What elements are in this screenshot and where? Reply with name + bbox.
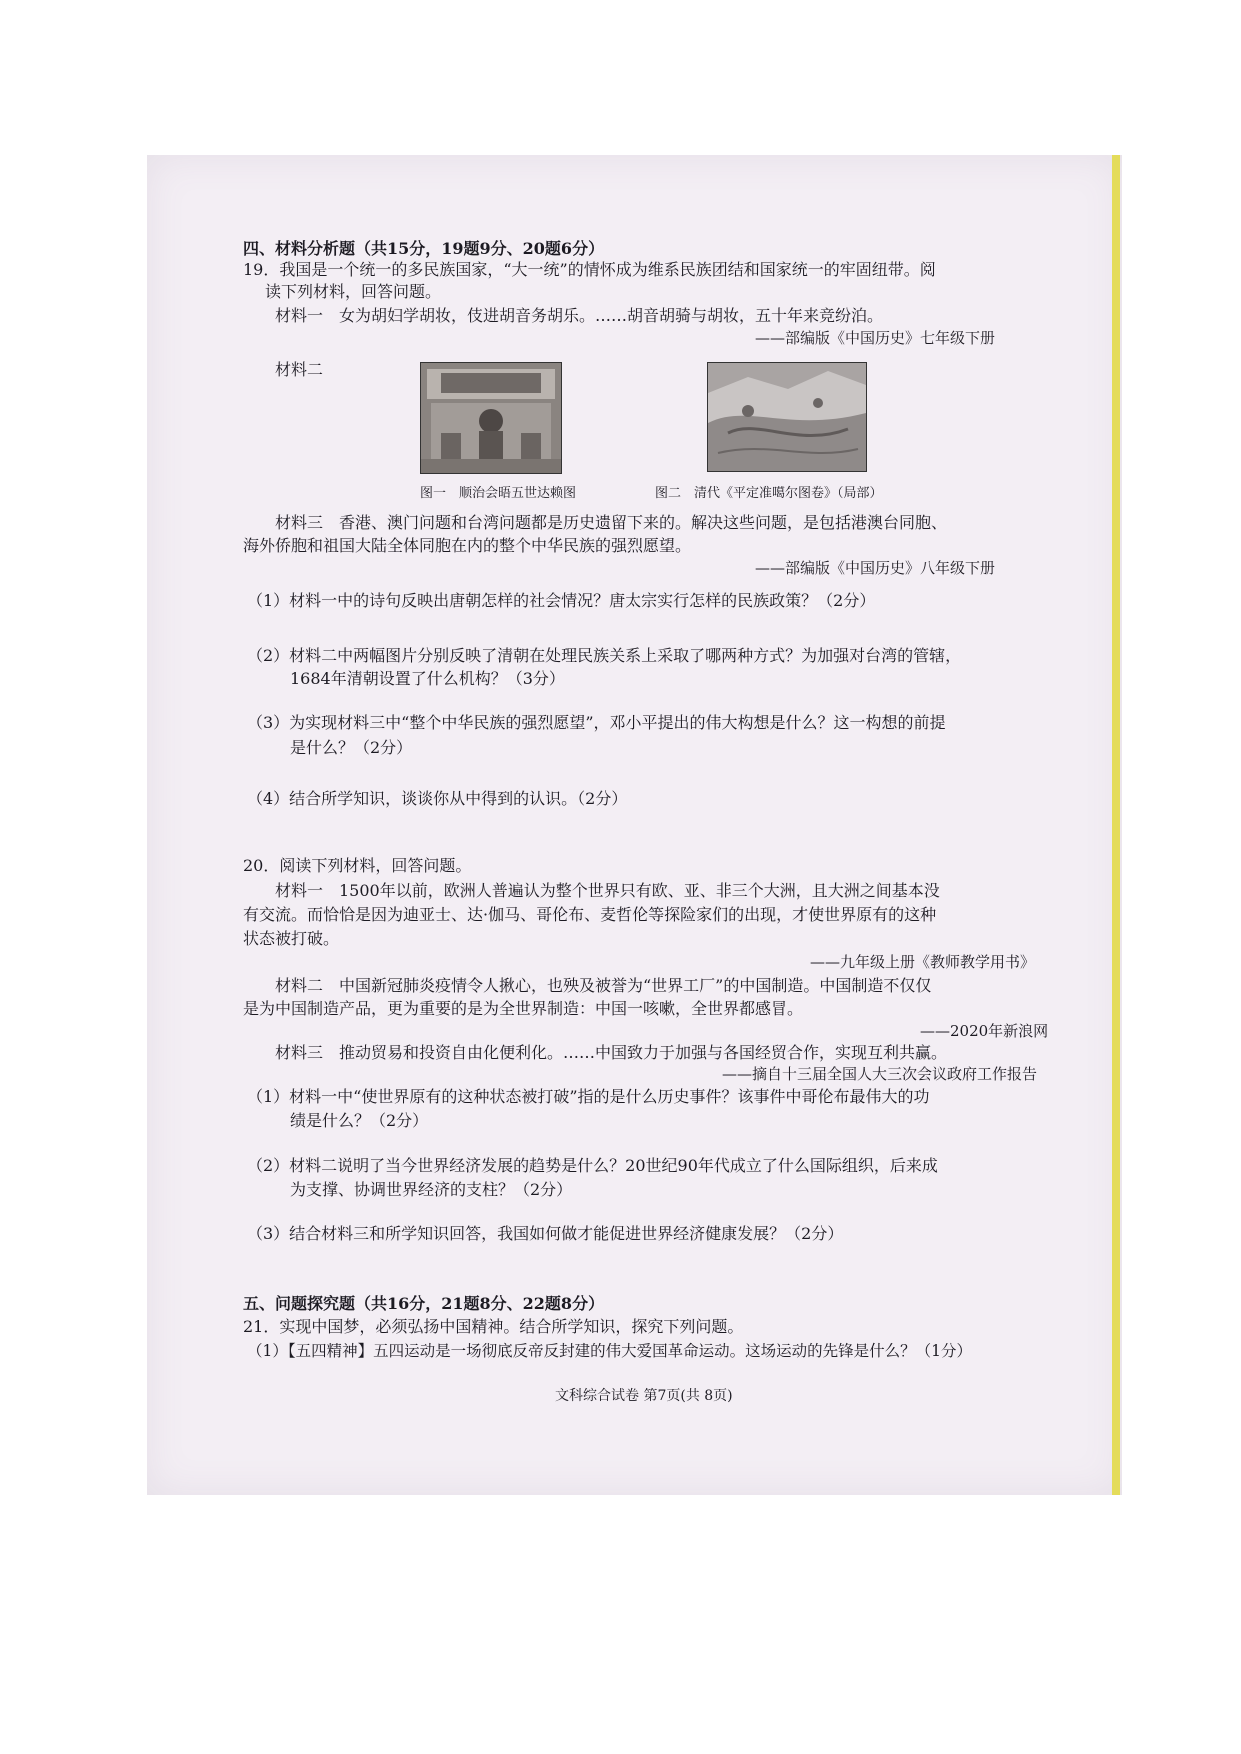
q19-sub2-line2: 1684年清朝设置了什么机构？（3分） — [290, 669, 565, 688]
q20-stem: 20．阅读下列材料，回答问题。 — [243, 856, 472, 875]
q20-material2-line2: 是为中国制造产品，更为重要的是为全世界制造：中国一咳嗽，全世界都感冒。 — [243, 999, 804, 1018]
q19-material2-label: 材料二 — [275, 360, 324, 379]
page-footer: 文科综合试卷 第7页(共 8页) — [555, 1388, 733, 1404]
figure2-image — [707, 362, 867, 472]
q20-material1-line2: 有交流。而恰恰是因为迪亚士、达·伽马、哥伦布、麦哲伦等探险家们的出现，才使世界原有的这种 — [243, 905, 937, 924]
q19-stem-line2: 读下列材料，回答问题。 — [265, 282, 442, 301]
q19-material1-text: 材料一 女为胡妇学胡妆，伎进胡音务胡乐。……胡音胡骑与胡妆，五十年来竞纷泊。 — [275, 306, 884, 325]
q19-material3-line2: 海外侨胞和祖国大陆全体同胞在内的整个中华民族的强烈愿望。 — [243, 536, 692, 555]
section5-heading: 五、问题探究题（共16分，21题8分、22题8分） — [243, 1294, 605, 1313]
q20-material2-line1: 材料二 中国新冠肺炎疫情令人揪心，也殃及被誉为“世界工厂”的中国制造。中国制造不仅仅 — [275, 976, 932, 995]
paper-edge-strip — [1112, 155, 1120, 1495]
q20-material1-line3: 状态被打破。 — [243, 929, 340, 948]
q20-material3-source: ——摘自十三届全国人大三次会议政府工作报告 — [722, 1065, 1038, 1083]
q19-material3-line1: 材料三 香港、澳门问题和台湾问题都是历史遗留下来的。解决这些问题，是包括港澳台同胞、 — [275, 513, 948, 532]
q20-material1-source: ——九年级上册《教师教学用书》 — [810, 953, 1036, 971]
q19-sub4: （4）结合所学知识，谈谈你从中得到的认识。（2分） — [247, 789, 628, 808]
q21-sub1: （1）【五四精神】五四运动是一场彻底反帝反封建的伟大爱国革命运动。这场运动的先锋是什么？（1分） — [247, 1342, 972, 1360]
q20-sub1-line2: 绩是什么？（2分） — [290, 1111, 429, 1130]
figure1-image — [420, 362, 562, 474]
q20-material2-source: ——2020年新浪网 — [920, 1022, 1049, 1040]
q20-sub3: （3）结合材料三和所学知识回答，我国如何做才能促进世界经济健康发展？（2分） — [247, 1224, 844, 1243]
q19-sub3-line1: （3）为实现材料三中“整个中华民族的强烈愿望”，邓小平提出的伟大构想是什么？这一构想的前提 — [247, 713, 946, 732]
q20-material1-line1: 材料一 1500年以前，欧洲人普遍认为整个世界只有欧、亚、非三个大洲，且大洲之间基本没 — [275, 881, 940, 900]
q20-material3-text: 材料三 推动贸易和投资自由化便利化。……中国致力于加强与各国经贸合作，实现互利共赢。 — [275, 1043, 948, 1062]
section4-heading: 四、材料分析题（共15分，19题9分、20题6分） — [243, 239, 605, 258]
q19-stem-line1: 19．我国是一个统一的多民族国家，“大一统”的情怀成为维系民族团结和国家统一的牢固纽带。阅 — [243, 260, 936, 279]
q20-sub2-line1: （2）材料二说明了当今世界经济发展的趋势是什么？20世纪90年代成立了什么国际组织，后来成 — [247, 1156, 938, 1175]
figure1-caption: 图一 顺治会晤五世达赖图 — [420, 486, 577, 501]
q19-material3-source: ——部编版《中国历史》八年级下册 — [755, 559, 996, 577]
q19-sub1: （1）材料一中的诗句反映出唐朝怎样的社会情况？唐太宗实行怎样的民族政策？（2分） — [247, 591, 876, 610]
figure2-caption: 图二 清代《平定准噶尔图卷》（局部） — [655, 486, 883, 501]
q20-sub1-line1: （1）材料一中“使世界原有的这种状态被打破”指的是什么历史事件？该事件中哥伦布最伟大的功 — [247, 1087, 930, 1106]
q20-sub2-line2: 为支撑、协调世界经济的支柱？（2分） — [290, 1180, 573, 1199]
q19-sub3-line2: 是什么？（2分） — [290, 738, 413, 757]
q19-sub2-line1: （2）材料二中两幅图片分别反映了清朝在处理民族关系上采取了哪两种方式？为加强对台湾的管辖， — [247, 646, 962, 665]
q21-stem: 21．实现中国梦，必须弘扬中国精神。结合所学知识，探究下列问题。 — [243, 1317, 744, 1336]
q19-material1-source: ——部编版《中国历史》七年级下册 — [755, 329, 996, 347]
